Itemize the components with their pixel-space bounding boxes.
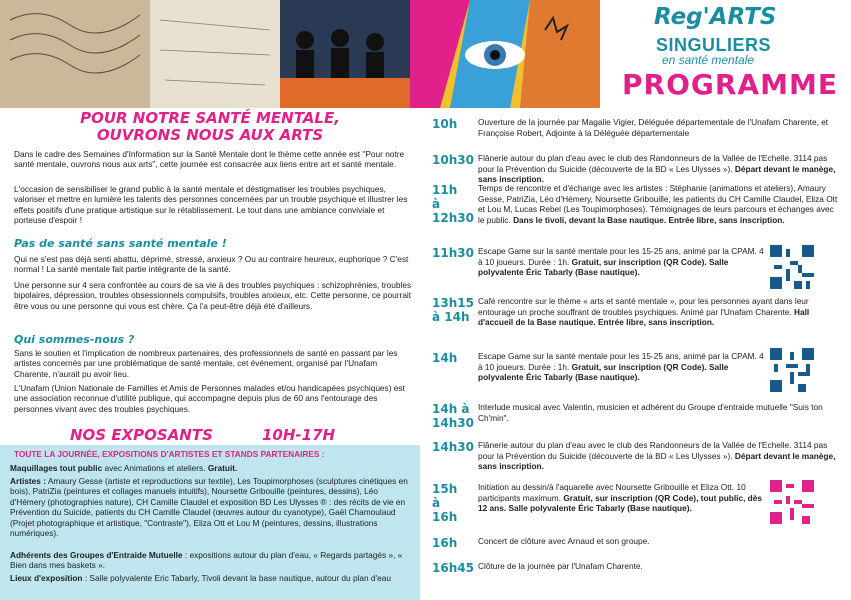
- schedule-desc: Escape Game sur la santé mentale pour les 15-25 ans, animé par la CPAM. 4 à 10 joueurs. Durée : 1h. Gratuit, sur inscription (QR Code). Salle polyvalente Éric Tabarly (Base nautique).: [478, 351, 764, 382]
- exhibitors-maquillage: Maquillages tout public avec Animations et ateliers. Gratuit.: [10, 463, 238, 473]
- exhibitors-lieux: Lieux d'exposition : Salle polyvalente Eric Tabarly, Tivoli devant la base nautique, autour du plan d'eau: [10, 573, 391, 583]
- schedule-time: 11h30: [432, 246, 474, 260]
- schedule-time: 13h15 à 14h: [432, 296, 474, 324]
- paragraph-unafam: L'Unafam (Union Nationale de Familles et Amis de Personnes malades et/ou handicapées psychiques) est une association reconnue d'utilité publique, qui accompagne depuis plus de 60 ans l'entourage des personnes vivant avec des troubles psychiques.: [14, 383, 405, 414]
- paragraph-sante: Qui ne s'est pas déjà senti abattu, déprimé, stressé, anxieux ? Ou au contraire heureux, euphorique ? C'est normal ! La santé mentale fait partie intégrante de la santé.: [14, 254, 409, 275]
- schedule-desc: Flânerie autour du plan d'eau avec le club des Randonneurs de la Vallée de l'Echelle. 3114 pas pour la Prévention du Suicide (découverte de la BD « Les Ulysses »). Départ devant le manège, sans inscription.: [478, 440, 836, 471]
- exhibitors-artistes: Artistes : Amaury Gesse (artiste et reproductions sur textile), Les Toupimorphoses (sculptures cinétiques en bois), PatriZia (peintures et collages manuels intuitifs), Noursette Gribouille (peintures, dessins), Léo d'Hémery (photographies nature), CH Camille Claudel et exposition BD Les Ulysses ® : des récits de vie en Prévention du Suicide, patients du CH Camille Claudel (œuvres autour du cyanotype), Gaël Chamoulaud (Projet photographique et artistique, "Contraste"), Eliza Ott et Lou M (peintures, dessins, illustrations numériques).: [10, 476, 408, 539]
- schedule-desc: Concert de clôture avec Arnaud et son groupe.: [478, 536, 650, 546]
- header-banner: [0, 0, 851, 108]
- schedule-desc: Flânerie autour du plan d'eau avec le club des Randonneurs de la Vallée de l'Echelle. 3114 pas pour la Prévention du Suicide (découverte de la BD « Les Ulysses »). Départ devant le manège, sans inscription.: [478, 153, 836, 184]
- paragraph-troubles: Une personne sur 4 sera confrontée au cours de sa vie à des troubles psychiques : schizophrénies, troubles bipolaires, dépression, troubles obsessionnels compulsifs, troubles anxieux, etc. Cette personne, ce pourrait être vous ou une personne qui vous est chère. Ça l'a peut-être déjà été d'ailleurs.: [14, 280, 412, 311]
- collage-image: [0, 0, 600, 108]
- schedule-time: 10h30: [432, 153, 474, 167]
- schedule-time: 14h à 14h30: [432, 402, 474, 430]
- schedule-time: 16h45: [432, 561, 474, 575]
- left-column: [0, 108, 420, 600]
- main-title-line1: POUR NOTRE SANTÉ MENTALE,: [80, 109, 340, 127]
- schedule-time: 14h30: [432, 440, 474, 454]
- schedule-time: 11h à 12h30: [432, 183, 474, 225]
- schedule-time: 15h à 16h: [432, 482, 458, 524]
- exhibitors-heading: TOUTE LA JOURNÉE, EXPOSITIONS D'ARTISTES ET STANDS PARTENAIRES :: [14, 449, 325, 459]
- schedule-desc: Interlude musical avec Valentin, musicien et adhérent du Groupe d'entraide mutuelle "Suis ton Ch'min".: [478, 402, 823, 423]
- exhibitors-adherents: Adhérents des Groupes d'Entraide Mutuelle : expositions autour du plan d'eau, « Regards partagés », « Bien dans mes baskets ».: [10, 550, 403, 571]
- occasion-paragraph: L'occasion de sensibiliser le grand public à la santé mentale et déstigmatiser les troubles psychiques, valoriser et mettre en lumière les talents des personnes concernées par un trouble psychique et illustrer les effets positifs d'une pratique artistique sur le rétablissement. Le tout dans une ambiance conviviale et porteuse d'espoir !: [14, 184, 408, 226]
- qr-code-icon[interactable]: [770, 480, 814, 524]
- schedule-desc: Initiation au dessin/à l'aquarelle avec Noursette Gribouille et Eliza Ott. 10 participants maximum. Gratuit, sur inscription (QR Code), tout public, dès 12 ans. Salle polyvalente Éric Tabarly (Base nautique).: [478, 482, 762, 513]
- brand-subtitle: SINGULIERS: [656, 35, 772, 55]
- main-title-line2: OUVRONS NOUS AUX ARTS: [96, 126, 324, 144]
- exposants-heading: NOS EXPOSANTS: [70, 426, 213, 444]
- schedule-desc: Café rencontre sur le thème « arts et santé mentale », pour les personnes ayant dans leur entourage un proche souffrant de troubles psychiques. Animé par l'Unafam Charente. Hall d'accueil de la Base nautique. Entrée libre, sans inscription.: [478, 296, 810, 327]
- brand-block: [600, 0, 851, 108]
- schedule-column: [420, 108, 851, 600]
- schedule-time: 16h: [432, 536, 458, 550]
- exposants-hours: 10H-17H: [262, 426, 336, 444]
- schedule-desc: Ouverture de la journée par Magalie Vigier, Déléguée départementale de l'Unafam Charente, et Françoise Robert, Adjointe à la Déléguée départementale: [478, 117, 829, 138]
- schedule-desc: Clôture de la journée par l'Unafam Charente.: [478, 561, 643, 571]
- schedule-desc: Temps de rencontre et d'échange avec les artistes : Stéphanie (animations et ateliers), Amaury Gesse, PatriZia, Léo d'Hémery, Noursette Gribouille, les patients du CH Camille Claudel, Eliza Ott et Lou M, Lucas Rebel (Les Toupimorphoses). Témoignages de leurs parcours et échanges avec le public. Dans le tivoli, devant la Base nautique. Entrée libre, sans inscription.: [478, 183, 838, 225]
- qr-code-icon[interactable]: [770, 245, 814, 289]
- schedule-desc: Escape Game sur la santé mentale pour les 15-25 ans, animé par la CPAM. 4 à 10 joueurs. Durée : 1h. Gratuit, sur inscription (QR Code). Salle polyvalente Éric Tabarly (Base nautique).: [478, 246, 764, 277]
- qr-code-icon[interactable]: [770, 348, 814, 392]
- programme-heading: PROGRAMME: [622, 68, 838, 101]
- brand-tagline: en santé mentale: [662, 53, 755, 67]
- subtitle-sante: Pas de santé sans santé mentale !: [14, 237, 227, 250]
- paragraph-soutien: Sans le soutien et l'implication de nombreux partenaires, des professionnels de santé en passant par les artistes concernés par une problématique de santé mentale, cet événement, organisé par l'Unafam Charente, n'aurait pu avoir lieu.: [14, 348, 398, 379]
- subtitle-qui: Qui sommes-nous ?: [14, 333, 135, 346]
- intro-paragraph: Dans le cadre des Semaines d'Information sur la Santé Mentale dont le thème cette année est "Pour notre santé mentale, ouvrons nous aux arts", cette journée est consacrée aux liens entre art et santé mentale.: [14, 149, 405, 170]
- brand-title: Reg'ARTS: [654, 4, 777, 30]
- exhibitors-box: [0, 445, 420, 600]
- schedule-time: 14h: [432, 351, 458, 365]
- schedule-time: 10h: [432, 117, 458, 131]
